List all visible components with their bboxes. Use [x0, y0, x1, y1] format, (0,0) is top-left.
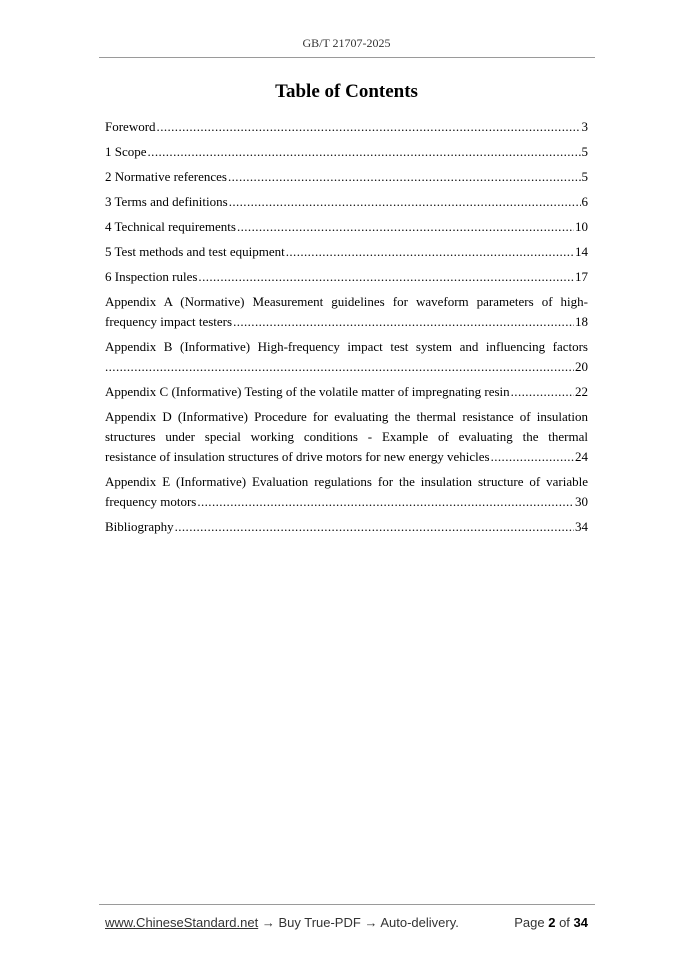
toc-page-number: 30: [575, 494, 588, 509]
current-page-number: 2: [548, 915, 556, 930]
arrow-right-icon: →: [261, 915, 275, 930]
page-footer: [105, 915, 588, 930]
toc-entry-label-continued: resistance of insulation structures of drive motors for new energy vehicles: [105, 449, 490, 464]
toc-entry-label-continued: structures under special working conditions - Example of evaluating the thermal: [105, 429, 588, 444]
toc-entry-label: Foreword: [105, 119, 156, 134]
dot-leader: [233, 312, 574, 332]
toc-page-number: 34: [575, 519, 588, 534]
page-of-word: of: [559, 915, 570, 930]
toc-entry-appendix-e[interactable]: [105, 472, 588, 512]
toc-page-number: 20: [575, 359, 588, 374]
dot-leader: [175, 517, 574, 537]
toc-page-number: 3: [581, 119, 588, 134]
toc-page-number: 14: [575, 244, 588, 259]
total-page-count: 34: [573, 915, 588, 930]
toc-page-number: 5: [581, 169, 588, 184]
toc-entry-scope[interactable]: [105, 142, 588, 162]
toc-page-number: 17: [575, 269, 588, 284]
dot-leader: [511, 382, 574, 402]
toc-entry-label: Appendix E (Informative) Evaluation regulations for the insulation structure of variable: [105, 474, 588, 489]
toc-page-number: 5: [581, 144, 588, 159]
toc-entry-appendix-c[interactable]: [105, 382, 588, 402]
dot-leader: [491, 447, 574, 467]
arrow-right-icon: →: [364, 915, 378, 930]
table-of-contents: [105, 117, 588, 542]
toc-entry-terms-and-definitions[interactable]: [105, 192, 588, 212]
toc-entry-label: 1 Scope: [105, 144, 147, 159]
toc-entry-label: Appendix C (Informative) Testing of the volatile matter of impregnating resin: [105, 384, 510, 399]
site-link[interactable]: www.ChineseStandard.net: [105, 915, 259, 930]
toc-page-number: 24: [575, 449, 588, 464]
toc-entry-technical-requirements[interactable]: [105, 217, 588, 237]
toc-entry-inspection-rules[interactable]: [105, 267, 588, 287]
dot-leader: [229, 192, 581, 212]
page-title: Table of Contents: [275, 81, 418, 102]
footer-promo: [105, 915, 459, 930]
toc-entry-foreword[interactable]: [105, 117, 588, 137]
toc-page-number: 22: [575, 384, 588, 399]
toc-entry-normative-references[interactable]: [105, 167, 588, 187]
toc-entry-bibliography[interactable]: [105, 517, 588, 537]
dot-leader: [237, 217, 574, 237]
toc-page-number: 6: [581, 194, 588, 209]
header-divider: [99, 57, 595, 58]
buy-true-pdf-text: Buy True-PDF: [278, 915, 361, 930]
page-word: Page: [514, 915, 545, 930]
toc-entry-label: Appendix B (Informative) High-frequency impact test system and influencing factors: [105, 339, 588, 354]
toc-entry-label-continued: frequency motors: [105, 494, 197, 509]
toc-entry-label: Appendix D (Informative) Procedure for evaluating the thermal resistance of insulation: [105, 409, 588, 424]
toc-page-number: 18: [575, 314, 588, 329]
toc-entry-label: 2 Normative references: [105, 169, 227, 184]
toc-entry-label: Bibliography: [105, 519, 174, 534]
dot-leader: [105, 357, 574, 377]
toc-entry-label: 3 Terms and definitions: [105, 194, 228, 209]
dot-leader: [198, 267, 574, 287]
toc-entry-appendix-a[interactable]: [105, 292, 588, 332]
toc-entry-label: 5 Test methods and test equipment: [105, 244, 285, 259]
toc-page-number: 10: [575, 219, 588, 234]
running-header: GB/T 21707-2025: [302, 36, 391, 50]
dot-leader: [286, 242, 574, 262]
toc-entry-label: 4 Technical requirements: [105, 219, 236, 234]
auto-delivery-text: Auto-delivery.: [380, 915, 459, 930]
toc-entry-label: 6 Inspection rules: [105, 269, 198, 284]
footer-divider: [99, 904, 595, 905]
dot-leader: [197, 492, 574, 512]
dot-leader: [228, 167, 581, 187]
page-indicator: [514, 915, 588, 930]
toc-entry-appendix-d[interactable]: [105, 407, 588, 467]
toc-entry-appendix-b[interactable]: [105, 337, 588, 377]
dot-leader: [157, 117, 581, 137]
toc-entry-test-methods[interactable]: [105, 242, 588, 262]
toc-entry-label-continued: frequency impact testers: [105, 314, 233, 329]
toc-entry-label: Appendix A (Normative) Measurement guidelines for waveform parameters of high-: [105, 294, 588, 309]
dot-leader: [148, 142, 581, 162]
